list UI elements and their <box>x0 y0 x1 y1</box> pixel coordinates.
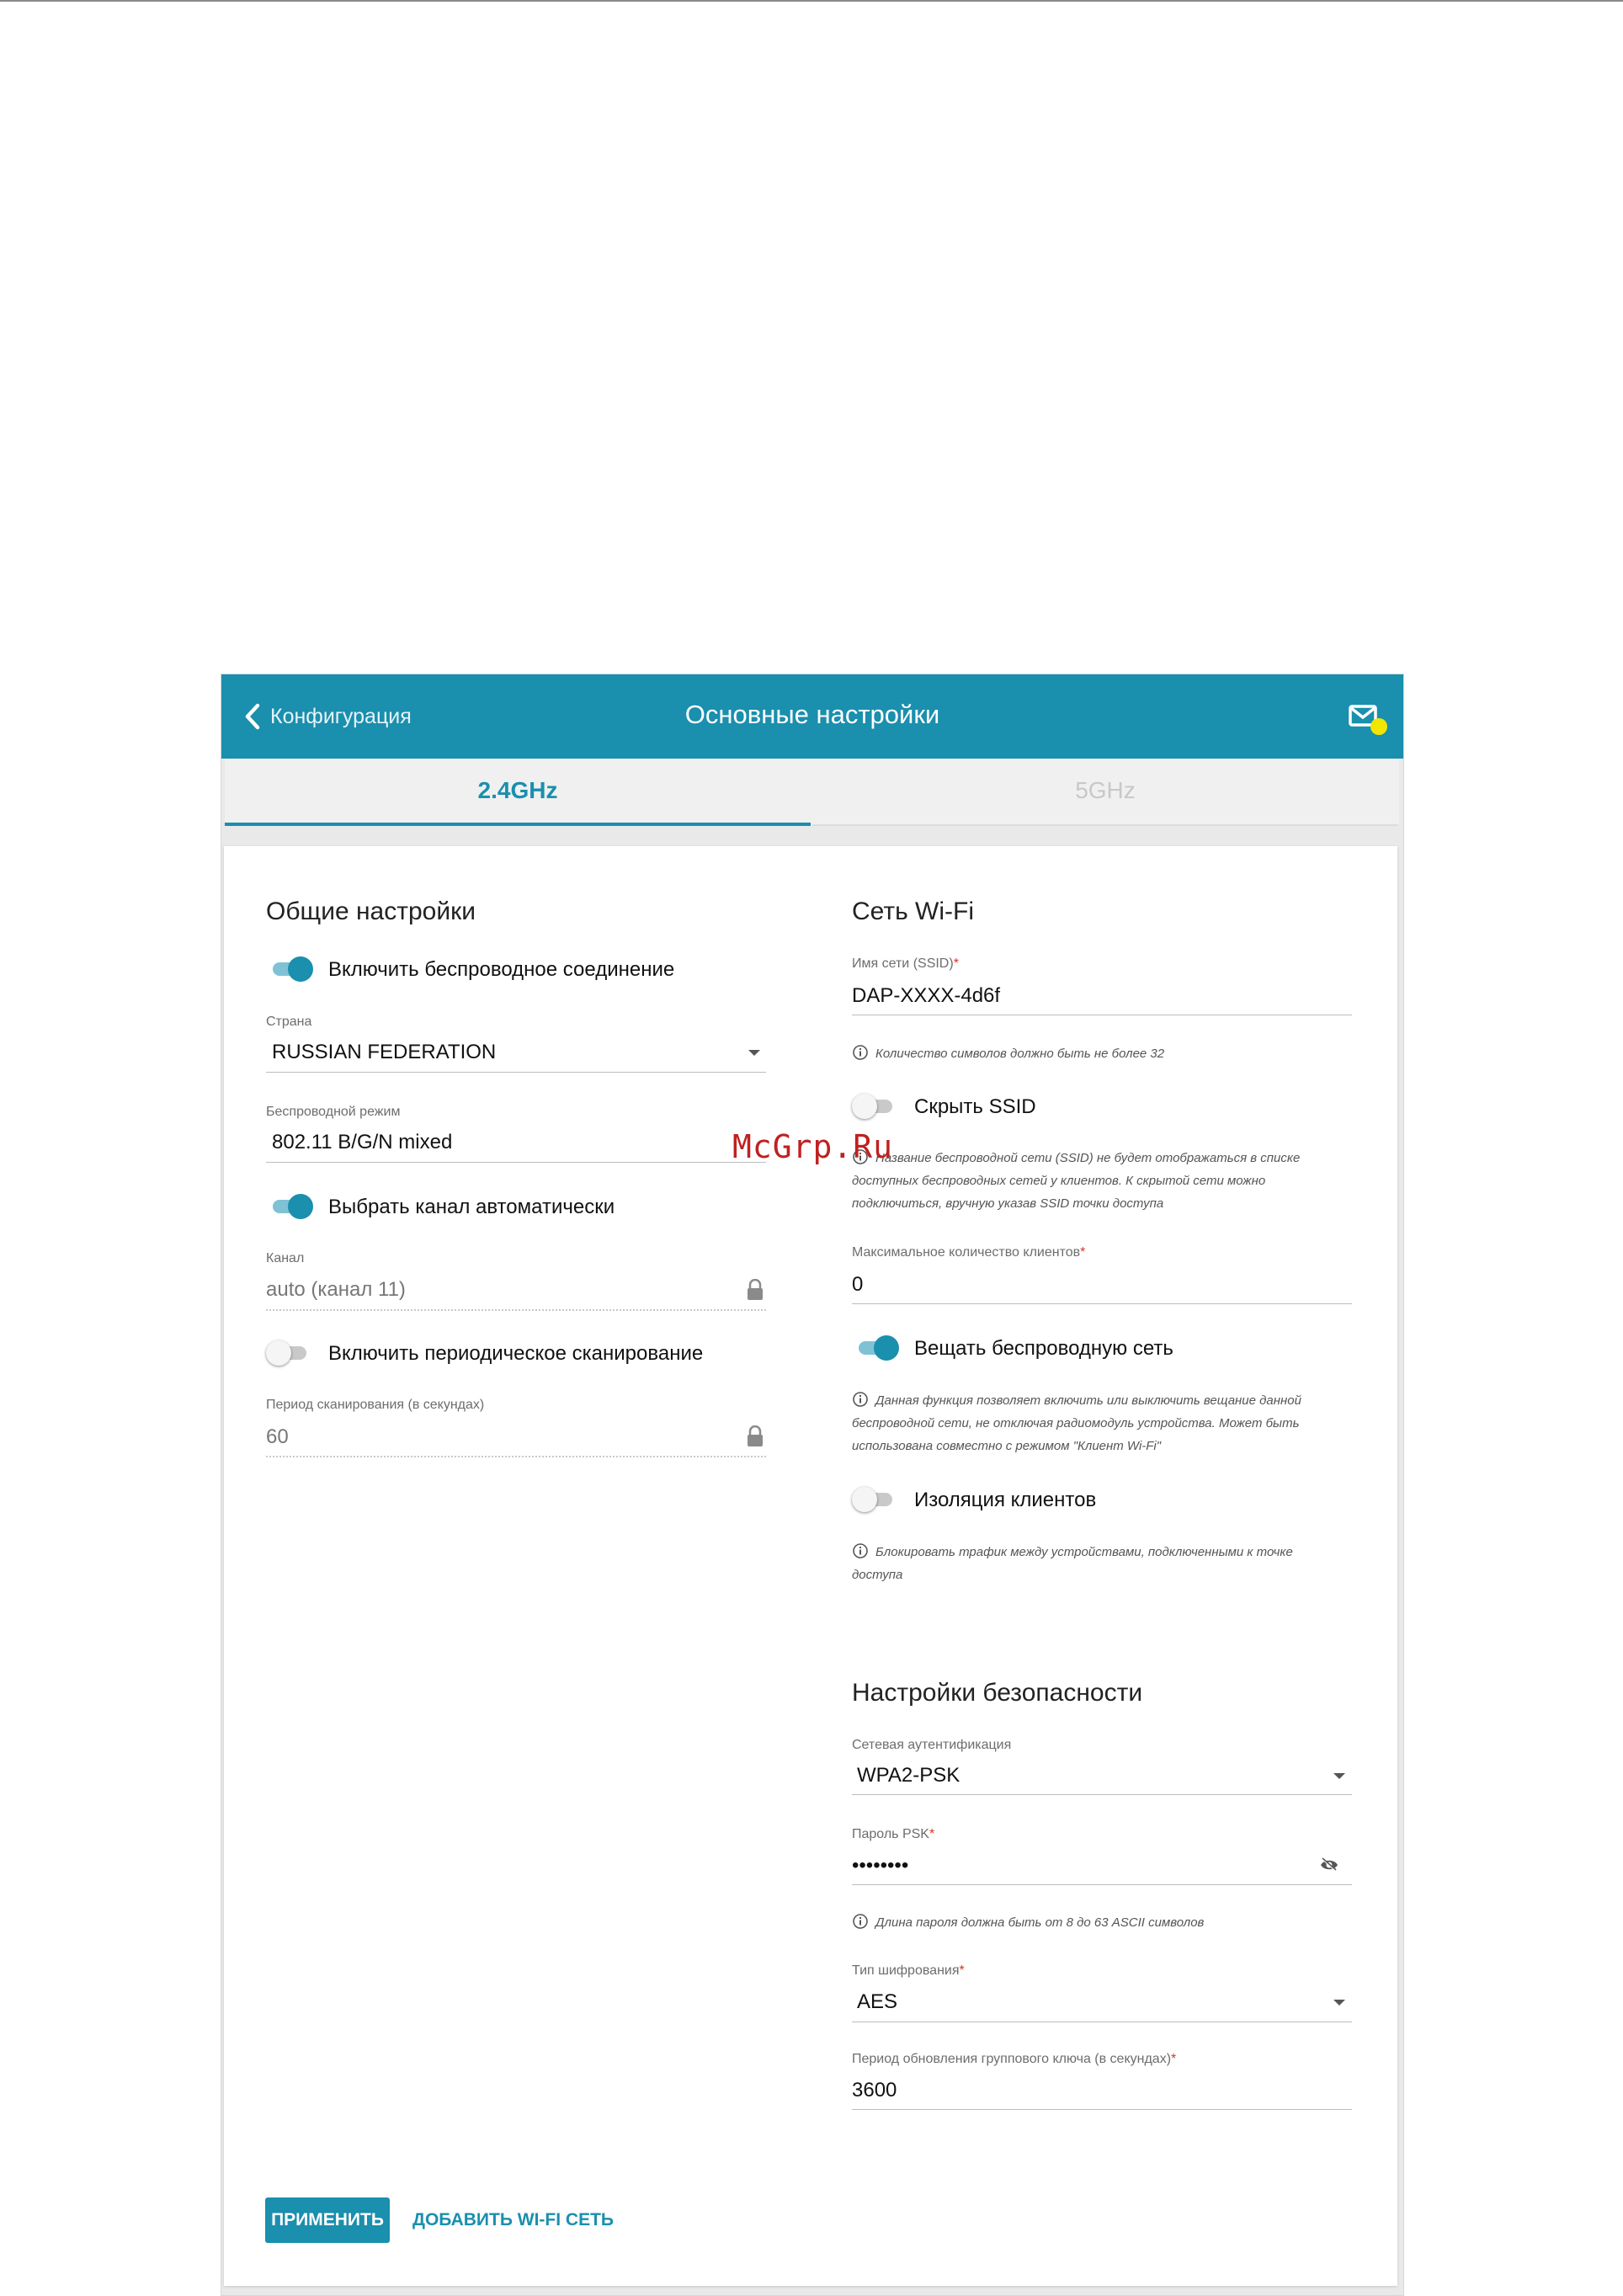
channel-label: Канал <box>266 1251 305 1265</box>
broadcast-toggle[interactable] <box>855 1335 899 1361</box>
hide-ssid-hint: Название беспроводной сети (SSID) не будет отображаться в списке доступных беспроводных сетей у клиентов. К скрытой сети можно подключиться, вручную указав SSID точки доступа <box>852 1147 1328 1215</box>
group-key-input[interactable]: 3600 <box>852 2079 897 2102</box>
broadcast-hint: Данная функция позволяет включить или выключить вещание данной беспроводной сети, не отключая радиомодуль устройства. Может быть использована совместно с режимом "Клиент Wi-Fi" <box>852 1389 1328 1457</box>
country-select[interactable]: RUSSIAN FEDERATION <box>272 1041 497 1063</box>
info-icon <box>852 1913 869 1930</box>
auth-label: Сетевая аутентификация <box>852 1738 1012 1752</box>
channel-field: auto (канал 11) <box>266 1278 406 1301</box>
apply-button[interactable]: ПРИМЕНИТЬ <box>265 2197 390 2243</box>
hide-ssid-toggle[interactable] <box>852 1094 896 1119</box>
ssid-input[interactable]: DAP-XXXX-4d6f <box>852 984 1001 1007</box>
hide-ssid-label: Скрыть SSID <box>914 1095 1036 1118</box>
tab-2-4ghz[interactable]: 2.4GHz <box>225 759 811 826</box>
cipher-select[interactable]: AES <box>857 1990 898 2013</box>
chevron-down-icon <box>748 1050 760 1056</box>
max-clients-label: Максимальное количество клиентов* <box>852 1245 1086 1260</box>
wifi-network-heading: Сеть Wi-Fi <box>852 898 975 925</box>
max-clients-input[interactable]: 0 <box>852 1273 864 1296</box>
broadcast-label: Вещать беспроводную сеть <box>914 1337 1173 1360</box>
page-title: Основные настройки <box>684 700 940 729</box>
psk-hint: Длина пароля должна быть от 8 до 63 ASCII символов <box>852 1911 1357 1934</box>
isolation-label: Изоляция клиентов <box>914 1489 1097 1511</box>
header-bar <box>221 674 1403 759</box>
chevron-down-icon <box>1333 1773 1345 1779</box>
eye-off-icon[interactable] <box>1320 1857 1338 1872</box>
back-label: Конфигурация <box>270 704 412 728</box>
info-icon <box>852 1391 869 1408</box>
auto-channel-toggle[interactable] <box>269 1194 313 1219</box>
country-label: Страна <box>266 1015 312 1029</box>
auto-channel-label: Выбрать канал автоматически <box>328 1196 615 1218</box>
security-heading: Настройки безопасности <box>852 1679 1143 1707</box>
group-key-label: Период обновления группового ключа (в секундах)* <box>852 2052 1177 2066</box>
psk-input[interactable]: •••••••• <box>852 1854 909 1877</box>
watermark: McGrp.Ru <box>732 1128 894 1165</box>
scan-period-label: Период сканирования (в секундах) <box>266 1398 485 1412</box>
ssid-hint: Количество символов должно быть не более 32 <box>852 1042 1357 1065</box>
wireless-mode-label: Беспроводной режим <box>266 1105 401 1119</box>
enable-wireless-label: Включить беспроводное соединение <box>328 958 675 981</box>
lock-icon <box>746 1279 764 1301</box>
periodic-scan-label: Включить периодическое сканирование <box>328 1342 704 1365</box>
periodic-scan-toggle[interactable] <box>266 1340 310 1366</box>
scan-period-field: 60 <box>266 1425 289 1448</box>
isolation-hint: Блокировать трафик между устройствами, подключенными к точке доступа <box>852 1541 1328 1586</box>
chevron-down-icon <box>1333 2000 1345 2006</box>
tab-5ghz[interactable]: 5GHz <box>812 759 1398 826</box>
lock-icon <box>746 1425 764 1447</box>
cipher-label: Тип шифрования* <box>852 1963 965 1978</box>
psk-label: Пароль PSK* <box>852 1827 935 1841</box>
general-settings-heading: Общие настройки <box>266 898 476 925</box>
info-icon <box>852 1542 869 1559</box>
wireless-mode-select[interactable]: 802.11 B/G/N mixed <box>272 1131 453 1153</box>
enable-wireless-toggle[interactable] <box>269 956 313 982</box>
add-wifi-network-button[interactable]: ДОБАВИТЬ WI-FI СЕТЬ <box>412 2210 615 2229</box>
auth-select[interactable]: WPA2-PSK <box>857 1764 960 1787</box>
page-top-rule <box>0 0 1623 2</box>
ssid-label: Имя сети (SSID)* <box>852 956 959 971</box>
band-tabs <box>225 759 1399 826</box>
notifications-mail-icon[interactable] <box>1348 701 1388 738</box>
info-icon <box>852 1044 869 1061</box>
isolation-toggle[interactable] <box>852 1487 896 1512</box>
